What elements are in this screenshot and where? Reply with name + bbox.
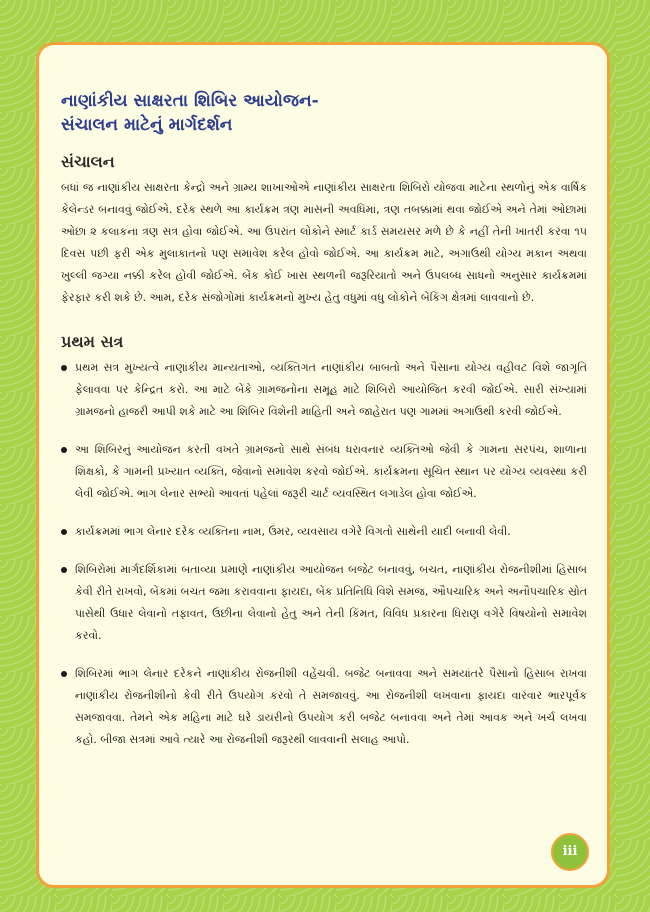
list-item-text: કાર્યક્રમમાં ભાગ લેનાર દરેક વ્યક્તિના નામ, ઉંમર, વ્યવસાય વગેરે વિગતો સાથેની યાદી બનાવી લેવી.	[75, 525, 511, 538]
list-item	[61, 663, 587, 751]
title-line-2: સંચાલન માટેનું માર્ગદર્શન	[61, 115, 233, 135]
page-number-badge: iii	[551, 833, 589, 871]
bullet-dot-icon	[61, 529, 67, 535]
section-heading: સંચાલન	[61, 152, 115, 171]
list-item-text: પ્રથમ સત્ર મુખ્યત્વે નાણાંકીય માન્યતાઓ, વ્યક્તિગત નાણાંકીય બાબતો અને પૈસાના યોગ્ય વહીવટ વિશે જાગૃતિ ફેલાવવા પર કેન્દ્રિત કરો. આ માટે બેંકે ગ્રામજનોના સમૂહ માટે શિબિરો આયોજિત કરવી જોઈએ. સારી સંખ્યામાં ગ્રામજનો હાજરી આપી શકે માટે આ શિબિર વિશેની માહિતી અને જાહેરાત પણ ગામમાં અગાઉથી કરવી જોઈએ.	[75, 361, 587, 418]
section-paragraph: બધાં જ નાણાંકીય સાક્ષરતા કેન્દ્રો અને ગ્રામ્ય શાખાઓએ નાણાંકીય સાક્ષરતા શિબિરો યોજવા માટેના સ્થળોનું એક વાર્ષિક કેલેન્ડર બનાવવું જોઈએ. દરેક સ્થળે આ કાર્યક્રમ ત્રણ માસની અવધિમાં, ત્રણ તબક્કામાં થવા જોઈએ અને તેમાં ઓછામાં ઓછા ૨ કલાકના ત્રણ સત્ર હોવા જોઈએ. આ ઉપરાંત લોકોને સ્માર્ટ કાર્ડ સમયસર મળે છે કે નહીં તેની ખાતરી કરવા ૧૫ દિવસ પછી ફરી એક મુલાકાતનો પણ સમાવેશ કરેલ હોવો જોઈએ. આ કાર્યક્રમ માટે, અગાઉથી યોગ્ય મકાન અથવા ખુલ્લી જગ્યા નક્કી કરેલ હોવી જોઈએ. બેંક કોઈ ખાસ સ્થળની જરૂરિયાતો અને ઉપલબ્ધ સાધનો અનુસાર કાર્યક્રમમાં ફેરફાર કરી શકે છે. આમ, દરેક સંજોગોમાં કાર્યક્રમનો મુખ્ય હેતુ વધુમાં વધુ લોકોને બેંકિંગ ક્ષેત્રમાં લાવવાનો છે.	[61, 181, 587, 304]
list-item-text: શિબિરોમાં માર્ગદર્શિકામાં બતાવ્યા પ્રમાણે નાણાંકીય આયોજન બજેટ બનાવવું, બચત, નાણાંકીય રોજનીશીમાં હિસાબ કેવી રીતે રાખવો, બેંકમાં બચત જમા કરાવવાના ફાયદા, બેંક પ્રતિનિધિ વિશે સમજ, ઔપચારિક અને અનૌપચારિક સ્રોત પાસેથી ઉધાર લેવાનો તફાવત, ઉછીના લેવાનો હેતુ અને તેની કિંમત, વિવિધ પ્રકારના ધિરાણ વગેરે વિષયોનો સમાવેશ કરવો.	[75, 563, 587, 642]
list-item	[61, 439, 587, 505]
content-card	[36, 42, 610, 888]
list-item-text: શિબિરમાં ભાગ લેનાર દરેકને નાણાંકીય રોજનીશી વહેંચવી. બજેટ બનાવવા અને સમયાંતરે પૈસાનો હિસાબ રાખવા નાણાંકીય રોજનીશીનો કેવી રીતે ઉપયોગ કરવો તે સમજાવવું. આ રોજનીશી લખવાના ફાયદા વારંવાર ભારપૂર્વક સમજાવવા. તેમને એક મહિના માટે ઘરે ડાયરીનો ઉપયોગ કરી બજેટ બનાવવા અને તેમાં આવક અને ખર્ચ લખવા કહો. બીજા સત્રમાં આવે ત્યારે આ રોજનીશી જરૂરથી લાવવાની સલાહ આપો.	[75, 667, 587, 746]
bullet-dot-icon	[61, 365, 67, 371]
bullet-dot-icon	[61, 671, 67, 677]
page-title	[61, 89, 587, 137]
list-item	[61, 559, 587, 647]
list-item	[61, 521, 587, 543]
title-line-1: નાણાંકીય સાક્ષરતા શિબિર આયોજન-	[61, 91, 319, 111]
bullet-list	[61, 357, 587, 751]
list-item	[61, 357, 587, 423]
section-heading: પ્રથમ સત્ર	[61, 332, 124, 351]
list-item-text: આ શિબિરનું આયોજન કરતી વખતે ગ્રામજનો સાથે સંબંધ ધરાવનાર વ્યક્તિઓ જેવી કે ગામના સરપંચ, શાળાના શિક્ષકો, કે ગામની પ્રખ્યાત વ્યક્તિ, જેવાનો સમાવેશ કરવો જોઈએ. કાર્યક્રમના સૂચિત સ્થાન પર યોગ્ય વ્યવસ્થા કરી લેવી જોઈએ. ભાગ લેનાર સભ્યો આવતાં પહેલાં જરૂરી ચાર્ટ વ્યવસ્થિત લગાડેલ હોવા જોઈએ.	[75, 443, 587, 500]
bullet-dot-icon	[61, 447, 67, 453]
bullet-dot-icon	[61, 567, 67, 573]
section-pratham-satra	[61, 331, 587, 751]
section-sanchalan	[61, 151, 587, 309]
